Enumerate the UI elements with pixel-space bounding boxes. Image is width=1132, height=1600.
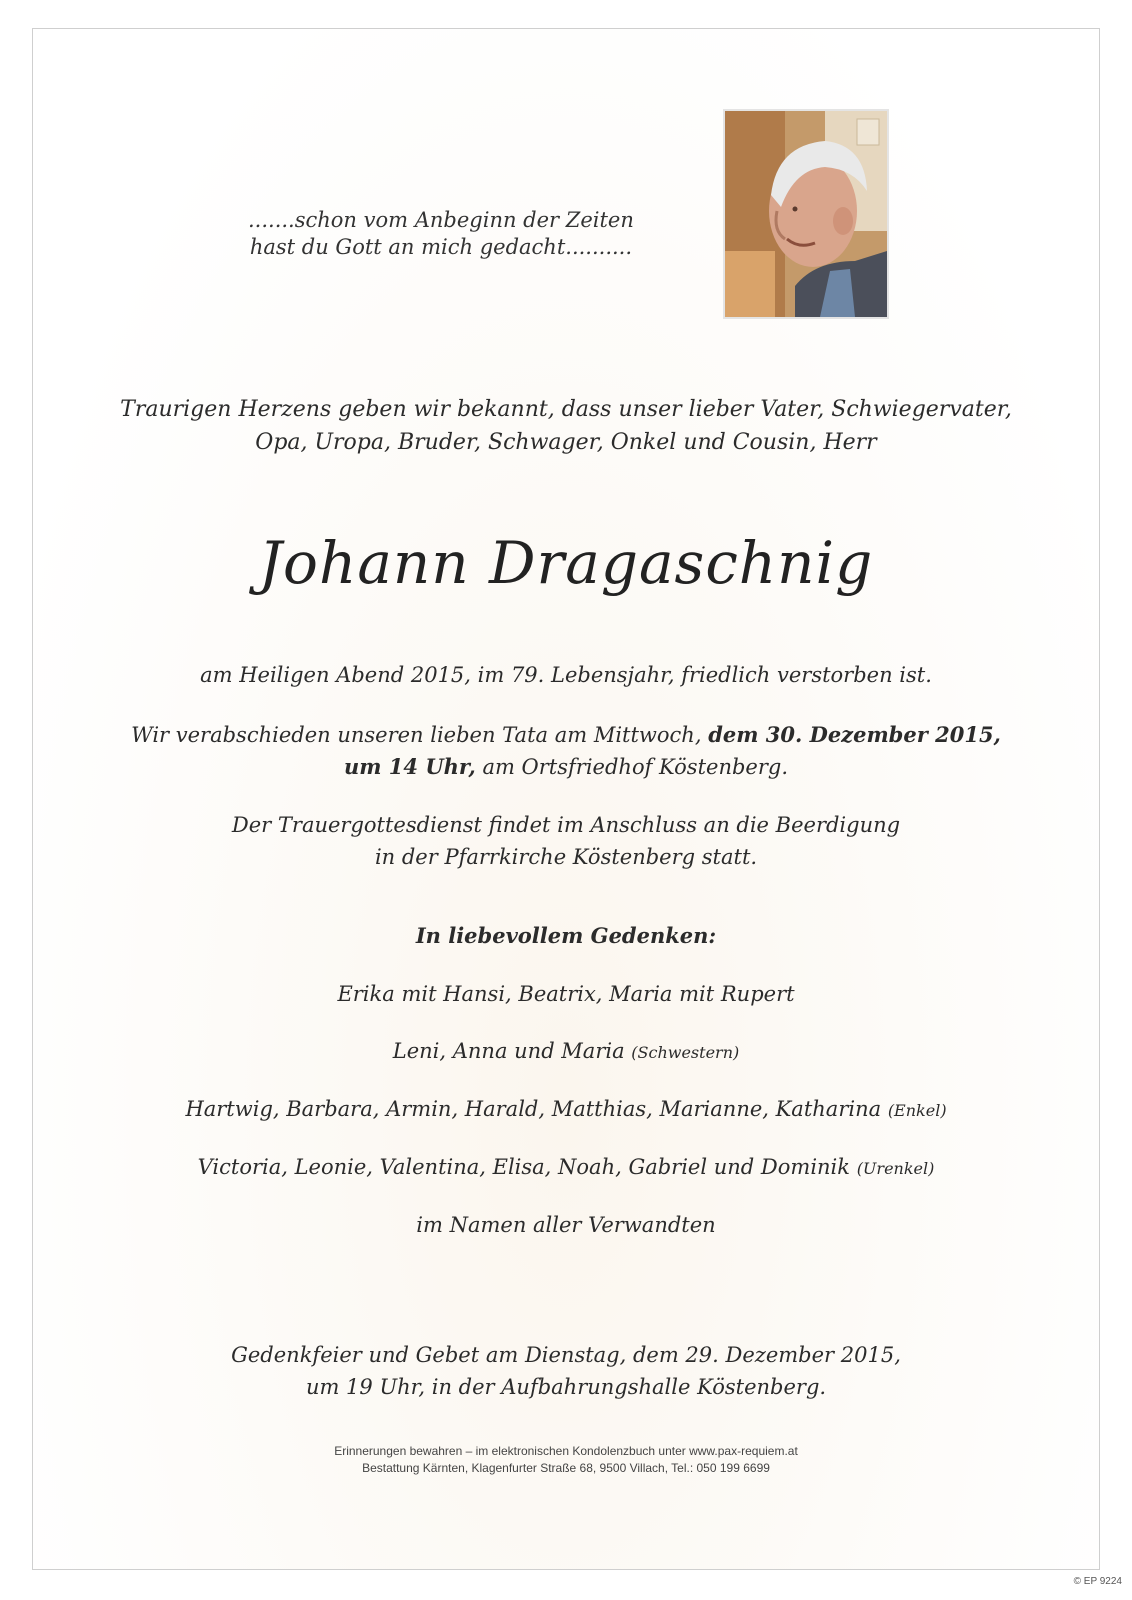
announcement-intro	[33, 393, 1099, 459]
mass-info	[33, 809, 1099, 873]
family-note: (Schwestern)	[631, 1043, 740, 1062]
intro-line-1: Traurigen Herzens geben wir bekannt, dass unser lieber Vater, Schwiegervater,	[120, 397, 1012, 422]
family-line	[33, 1097, 1099, 1121]
family-names: Erika mit Hansi, Beatrix, Maria mit Rupert	[337, 982, 795, 1006]
mass-line-1: Der Trauergottesdienst findet im Anschluss an die Beerdigung	[231, 813, 901, 837]
death-line: am Heiligen Abend 2015, im 79. Lebensjahr, friedlich verstorben ist.	[200, 663, 932, 687]
funeral-info	[33, 719, 1099, 783]
memorial-heading: In liebevollem Gedenken:	[415, 923, 717, 948]
vigil-info	[33, 1339, 1099, 1403]
family-line	[33, 1213, 1099, 1237]
obituary-sheet	[32, 28, 1100, 1570]
intro-line-2: Opa, Uropa, Bruder, Schwager, Onkel und Cousin, Herr	[255, 430, 877, 455]
funeral-time: um 14 Uhr,	[343, 754, 476, 779]
family-names: Hartwig, Barbara, Armin, Harald, Matthias, Marianne, Katharina	[185, 1097, 882, 1121]
family-note: (Enkel)	[887, 1101, 947, 1120]
family-line	[33, 1039, 1099, 1063]
portrait-photo	[723, 109, 889, 319]
motto	[248, 207, 634, 261]
funeral-place: am Ortsfriedhof Köstenberg.	[482, 755, 788, 779]
family-names: Victoria, Leonie, Valentina, Elisa, Noah, Gabriel und Dominik	[197, 1155, 850, 1179]
motto-line-1: .......schon vom Anbeginn der Zeiten	[248, 208, 634, 232]
family-line	[33, 982, 1099, 1006]
footer	[33, 1443, 1099, 1477]
funeral-line-1	[33, 719, 1099, 751]
motto-line-2: hast du Gott an mich gedacht..........	[249, 235, 633, 259]
funeral-prefix: Wir verabschieden unseren lieben Tata am Mittwoch,	[131, 723, 702, 747]
document-code: © EP 9224	[1073, 1576, 1122, 1587]
mass-line-2: in der Pfarrkirche Köstenberg statt.	[374, 845, 758, 869]
funeral-date: dem 30. Dezember 2015,	[708, 722, 1001, 747]
vigil-line-2: um 19 Uhr, in der Aufbahrungshalle Köstenberg.	[305, 1375, 827, 1399]
vigil-line-1: Gedenkfeier und Gebet am Dienstag, dem 29. Dezember 2015,	[231, 1343, 901, 1367]
family-line	[33, 1155, 1099, 1179]
family-names: im Namen aller Verwandten	[416, 1213, 716, 1237]
funeral-line-2	[33, 751, 1099, 783]
deceased-name: Johann Dragaschnig	[258, 529, 874, 597]
family-names: Leni, Anna und Maria	[392, 1039, 625, 1063]
footer-condolence-link[interactable]: Erinnerungen bewahren – im elektronischen Kondolenzbuch unter www.pax-requiem.at	[334, 1444, 798, 1458]
footer-address: Bestattung Kärnten, Klagenfurter Straße 68, 9500 Villach, Tel.: 050 199 6699	[362, 1461, 770, 1475]
family-note: (Urenkel)	[856, 1159, 935, 1178]
